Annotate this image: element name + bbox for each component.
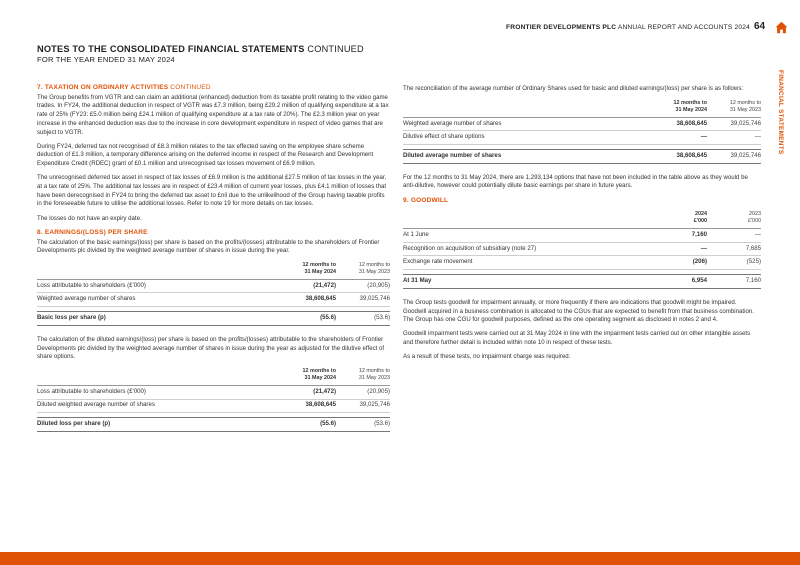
total-value-prior: (53.6) — [336, 311, 390, 325]
total-value-current: 6,954 — [647, 274, 707, 288]
col-prior-line1: 2023 — [749, 211, 761, 218]
table-total-row — [403, 149, 761, 163]
table-row — [37, 386, 390, 400]
note9-paragraph-3: As a result of these tests, no impairment charge was required. — [403, 353, 571, 361]
table-row — [403, 229, 761, 243]
table-total-row — [37, 418, 390, 432]
row-label: Diluted weighted average number of shares — [37, 399, 276, 413]
row-label: Exchange rate movement — [403, 256, 647, 270]
note8-paragraph-3: The reconciliation of the average number of Ordinary Shares used for basic and diluted earnings/(loss) per share is as follows: — [403, 85, 744, 92]
table-header-row — [403, 211, 761, 229]
note9-paragraph-1: The Group tests goodwill for impairment annually, or more frequently if there are indications that goodwill might be impaired. Goodwill acquired in a business combination is allocated to the CGUs that are expected to benefit from that business combination. The Group has one CGU for goodwill purposes, defined as the one operating segment as disclosed in notes 2 and 4. — [403, 298, 754, 324]
row-value-prior: 39,025,746 — [707, 117, 761, 131]
total-value-current: (55.6) — [276, 418, 336, 432]
home-icon[interactable] — [775, 21, 788, 34]
header-report: ANNUAL REPORT AND ACCOUNTS 2024 — [617, 24, 750, 31]
page-title-main: NOTES TO THE CONSOLIDATED FINANCIAL STATEMENTS — [37, 44, 305, 54]
note7-heading-continued: CONTINUED — [170, 84, 211, 91]
row-value-current: — — [647, 242, 707, 256]
note9-heading: 9. GOODWILL — [403, 196, 449, 204]
row-value-current: 7,160 — [647, 229, 707, 243]
row-value-current: 38,608,645 — [647, 117, 707, 131]
col-prior-line2: 31 May 2023 — [358, 375, 390, 382]
row-value-current: (21,472) — [276, 279, 336, 293]
row-label: Dilutive effect of share options — [403, 131, 647, 145]
note7-heading-text: 7. TAXATION ON ORDINARY ACTIVITIES — [37, 84, 169, 91]
table-header-row — [37, 262, 390, 280]
row-value-prior: (20,905) — [336, 279, 390, 293]
table-row — [403, 242, 761, 256]
col-current-line2: 31 May 2024 — [675, 106, 707, 113]
row-value-current: 38,608,645 — [276, 293, 336, 307]
row-label: Weighted average number of shares — [37, 293, 276, 307]
row-value-prior: 39,025,746 — [336, 399, 390, 413]
total-label: Basic loss per share (p) — [37, 311, 276, 325]
diluted-loss-per-share-table — [37, 368, 390, 432]
row-value-current: (21,472) — [276, 386, 336, 400]
col-current-line1: 12 months to — [302, 368, 336, 375]
goodwill-table — [403, 211, 761, 289]
table-row — [403, 256, 761, 270]
col-prior-line2: 31 May 2023 — [358, 268, 390, 275]
row-label: Loss attributable to shareholders (£'000) — [37, 386, 276, 400]
share-reconciliation-table — [403, 100, 761, 164]
col-prior-line2: £'000 — [747, 218, 761, 225]
col-prior-line2: 31 May 2023 — [729, 106, 761, 113]
col-current-line1: 2024 — [695, 211, 707, 218]
total-value-prior: 7,160 — [707, 274, 761, 288]
row-value-prior: (20,905) — [336, 386, 390, 400]
total-value-current: (55.6) — [276, 311, 336, 325]
table-total-row — [403, 274, 761, 288]
total-label: At 31 May — [403, 274, 647, 288]
note7-paragraph-1: The Group benefits from VGTR and can claim an additional (enhanced) deduction from its taxable profit relating to the video game trades. In FY24, the additional deduction in respect of VGTR was £7.3 million, being £29.2 million of qualifying expenditure at a tax rate of 25% (FY23: £5.0 million being £24.1 million of qualifying expenditure at a tax rate of 20%). The £2.3 million year on year increase in the enhanced deduction was due to the increase in core development expenditure in respect of video games that are subject to VGTR. — [37, 93, 389, 136]
total-value-current: 38,608,645 — [647, 149, 707, 163]
running-header — [506, 24, 750, 31]
footer-accent-bar — [0, 552, 800, 565]
page-title — [37, 44, 364, 54]
side-tab-financial-statements[interactable] — [775, 70, 793, 180]
left-column — [37, 84, 390, 442]
row-label: Recognition on acquisition of subsidiary (note 27) — [403, 242, 647, 256]
row-label: At 1 June — [403, 229, 647, 243]
total-value-prior: 39,025,746 — [707, 149, 761, 163]
col-prior-line1: 12 months to — [358, 261, 390, 268]
note9-paragraph-2: Goodwill impairment tests were carried out at 31 May 2024 in line with the impairment tests carried out on other intangible assets and therefore further detail is included within note 10 in respect of these tests. — [403, 330, 751, 347]
row-value-current: (206) — [647, 256, 707, 270]
row-value-prior: — — [707, 229, 761, 243]
row-value-prior: — — [707, 131, 761, 145]
col-prior-line1: 12 months to — [729, 99, 761, 106]
row-label: Weighted average number of shares — [403, 117, 647, 131]
right-column — [403, 85, 761, 368]
page-title-continued: CONTINUED — [307, 44, 364, 54]
note8-paragraph-2: The calculation of the diluted earnings/(loss) per share is based on the profits/(losses) attributable to the shareholders of Frontier Developments plc divided by the weighted average number of shares in issue during the year as adjusted for the dilutive effect of share options. — [37, 335, 385, 361]
col-current-line1: 12 months to — [302, 261, 336, 268]
table-header-row — [37, 368, 390, 386]
table-header-row — [403, 100, 761, 118]
row-value-prior: 39,025,746 — [336, 293, 390, 307]
total-label: Diluted average number of shares — [403, 149, 647, 163]
table-row — [37, 399, 390, 413]
col-prior-line1: 12 months to — [358, 368, 390, 375]
note7-heading — [37, 84, 390, 93]
col-current-line2: 31 May 2024 — [304, 268, 336, 275]
page-number: 64 — [754, 21, 766, 32]
note7-paragraph-4: The losses do not have an expiry date. — [37, 214, 142, 222]
table-row — [37, 279, 390, 293]
row-value-current: 38,608,645 — [276, 399, 336, 413]
row-label: Loss attributable to shareholders (£'000) — [37, 279, 276, 293]
note8-heading: 8. EARNINGS/(LOSS) PER SHARE — [37, 228, 148, 236]
header-company: FRONTIER DEVELOPMENTS PLC — [506, 24, 617, 31]
total-label: Diluted loss per share (p) — [37, 418, 276, 432]
page-subtitle: FOR THE YEAR ENDED 31 MAY 2024 — [37, 55, 175, 64]
row-value-prior: 7,685 — [707, 242, 761, 256]
total-value-prior: (53.6) — [336, 418, 390, 432]
note8-paragraph-4: For the 12 months to 31 May 2024, there are 1,293,134 options that have not been included in the table above as they would be anti-dilutive, however could potentially dilute basic earnings per share in future years. — [403, 173, 748, 190]
row-value-prior: (525) — [707, 256, 761, 270]
table-row — [403, 131, 761, 145]
note7-paragraph-3: The unrecognised deferred tax asset in respect of tax losses of £6.9 million is the additional £27.5 million of tax losses in the year, at a tax rate of 25%. The additional tax losses are in respect of £23.4 million of current year losses, plus £4.1 million of losses that have been derecognised in FY24 to bring the deferred tax asset to £nil due to the unlikelihood of the Group having taxable profits in the foreseeable future to utilise the additional losses. Refer to note 19 for more details on tax losses. — [37, 174, 387, 208]
col-current-line2: £'000 — [693, 218, 707, 225]
col-current-line2: 31 May 2024 — [304, 375, 336, 382]
col-current-line1: 12 months to — [673, 99, 707, 106]
side-tab-label: FINANCIAL STATEMENTS — [777, 70, 784, 155]
basic-loss-per-share-table — [37, 262, 390, 326]
row-value-current: — — [647, 131, 707, 145]
table-row — [403, 117, 761, 131]
table-row — [37, 293, 390, 307]
table-total-row — [37, 311, 390, 325]
note7-paragraph-2: During FY24, deferred tax not recognised of £8.3 million relates to the tax effected saving on the employee share scheme deduction of £1.3 million, a temporary difference arising on the deferred income in respect of the Research and Development Expenditure Credit (RDEC) grant of £0.1 million and unrecognised tax losses movement of £6.9 million. — [37, 142, 374, 168]
note8-paragraph-1: The calculation of the basic earnings/(loss) per share is based on the profits/(losses) attributable to the shareholders of Frontier Developments plc divided by the weighted average number of shares in issue during the year. — [37, 238, 380, 255]
